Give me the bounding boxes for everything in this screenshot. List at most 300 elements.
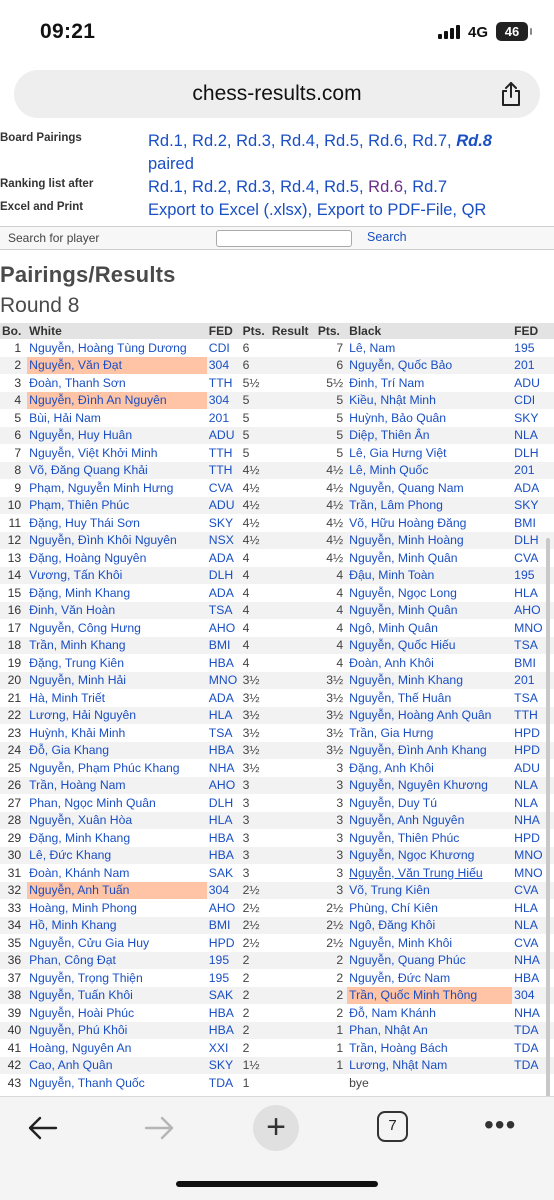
white-points: 4 [242, 550, 250, 565]
white-player[interactable]: Trần, Hoàng Nam [27, 777, 207, 795]
white-player[interactable]: Lương, Hải Nguyên [27, 707, 207, 725]
white-player[interactable]: Nguyễn, Thanh Quốc [29, 1075, 145, 1090]
board-number: 36 [0, 952, 27, 970]
white-fed: BMI [207, 917, 241, 935]
white-player[interactable]: Nguyễn, Đình Khôi Nguyên [27, 532, 207, 550]
status-time: 09:21 [40, 20, 96, 43]
white-points: 5 [242, 445, 250, 460]
export-links: Export to Excel (.xlsx), Export to PDF-File, QR [148, 201, 487, 219]
white-fed: XXI [208, 1040, 229, 1055]
board-number: 21 [7, 690, 22, 705]
new-tab-button[interactable]: + [253, 1105, 299, 1151]
white-player[interactable]: Bùi, Hải Nam [29, 410, 101, 425]
board-rd-link[interactable]: Rd.6 [368, 132, 404, 150]
result [270, 917, 316, 935]
ranking-rd-link[interactable]: Rd.6 [368, 178, 404, 196]
export-pdf-link[interactable]: Export to PDF-File [316, 201, 453, 219]
white-player[interactable]: Hoàng, Nguyên An [29, 1040, 132, 1055]
white-points: 5½ [242, 375, 260, 390]
black-player[interactable]: Nguyễn, Duy Tú [349, 795, 437, 810]
board-number: 42 [0, 1057, 27, 1075]
board-rd-link[interactable]: Rd.2 [192, 132, 227, 150]
white-fed: 304 [207, 357, 241, 375]
board-number: 11 [8, 515, 22, 530]
black-fed: SKY [512, 497, 554, 515]
back-arrow-icon[interactable] [26, 1113, 60, 1143]
white-player[interactable]: Nguyễn, Tuấn Khôi [27, 987, 207, 1005]
black-points: 1 [316, 1057, 347, 1075]
result [270, 847, 316, 865]
white-player[interactable]: Đoàn, Thanh Sơn [29, 375, 126, 390]
result [270, 357, 316, 375]
round-title: Round 8 [0, 294, 80, 317]
white-points: 1½ [241, 1057, 270, 1075]
table-row [0, 637, 554, 655]
black-fed: TSA [514, 690, 538, 705]
board-number: 32 [0, 882, 27, 900]
result [270, 654, 316, 672]
result [270, 794, 316, 812]
scrollbar[interactable] [546, 538, 550, 1096]
black-fed: NLA [512, 917, 554, 935]
signal-icon [438, 25, 460, 39]
black-player[interactable]: Đoàn, Anh Khôi [349, 655, 434, 670]
white-points: 3 [241, 777, 270, 795]
black-player[interactable]: Kiều, Nhật Minh [347, 392, 512, 410]
black-player[interactable]: Nguyễn, Quang Phúc [347, 952, 512, 970]
white-player[interactable]: Đỗ, Gia Khang [27, 742, 207, 760]
table-row [0, 987, 554, 1005]
white-fed: ADA [208, 690, 234, 705]
black-player[interactable]: Phan, Nhật An [347, 1022, 512, 1040]
share-icon[interactable] [500, 81, 522, 107]
white-player[interactable]: Hà, Minh Triết [29, 690, 105, 705]
black-player[interactable]: Nguyễn, Thế Huân [349, 690, 452, 705]
black-player[interactable]: Trần, Quốc Minh Thông [347, 987, 512, 1005]
black-player[interactable]: Nguyễn, Thiên Phúc [349, 830, 460, 845]
black-points: 4½ [316, 462, 347, 480]
page-title: Pairings/Results [0, 262, 176, 287]
result [270, 392, 316, 410]
black-points: 3 [336, 795, 344, 810]
table-row [0, 864, 554, 882]
black-fed: HPD [512, 742, 554, 760]
result [270, 567, 316, 585]
white-player[interactable]: Phan, Công Đạt [27, 952, 207, 970]
table-row [0, 882, 554, 900]
black-points: 3½ [326, 725, 344, 740]
table-row [0, 724, 554, 742]
white-points: 2½ [242, 900, 260, 915]
black-player[interactable]: Nguyễn, Đình Anh Khang [347, 742, 512, 760]
white-points: 2½ [241, 882, 270, 900]
board-number: 10 [0, 497, 27, 515]
black-fed: HLA [514, 900, 538, 915]
url-text[interactable]: chess-results.com [192, 82, 362, 105]
result [270, 619, 316, 637]
black-player[interactable]: Phùng, Chí Kiên [349, 900, 438, 915]
black-fed: ADU [514, 375, 540, 390]
black-fed: ADA [514, 480, 540, 495]
black-player[interactable]: Nguyễn, Hoàng Anh Quân [347, 707, 512, 725]
black-player[interactable]: Nguyễn, Minh Quân [349, 550, 458, 565]
black-fed: NLA [512, 427, 554, 445]
board-number: 3 [14, 375, 22, 390]
black-points: 5 [316, 392, 347, 410]
black-player[interactable]: Nguyễn, Minh Hoàng [347, 532, 512, 550]
table-row [0, 427, 554, 445]
pairings-table [0, 323, 554, 1092]
table-row [0, 619, 554, 637]
table-row [0, 602, 554, 620]
black-points: 4½ [326, 480, 344, 495]
white-fed: ADU [207, 497, 241, 515]
white-player[interactable]: Võ, Đăng Quang Khải [27, 462, 207, 480]
white-player[interactable]: Nguyễn, Anh Tuấn [27, 882, 207, 900]
table-row [0, 917, 554, 935]
result [270, 969, 316, 987]
table-row [0, 462, 554, 480]
white-fed: AHO [208, 620, 236, 635]
board-number: 18 [0, 637, 27, 655]
black-fed: TSA [512, 637, 554, 655]
board-number: 19 [7, 655, 22, 670]
black-fed: TTH [512, 707, 554, 725]
white-player[interactable]: Nguyễn, Huy Huân [27, 427, 207, 445]
board-number: 2 [0, 357, 27, 375]
white-player[interactable]: Phạm, Nguyễn Minh Hưng [29, 480, 174, 495]
black-player[interactable]: Ngô, Minh Quân [349, 620, 438, 635]
more-menu-button[interactable]: ••• [484, 1109, 517, 1140]
black-player[interactable]: Võ, Hữu Hoàng Đăng [349, 515, 467, 530]
table-row [0, 829, 554, 847]
black-fed: TDA [514, 1040, 539, 1055]
white-player[interactable]: Vương, Tấn Khôi [27, 567, 207, 585]
black-fed: NLA [512, 777, 554, 795]
black-player[interactable]: Nguyễn, Văn Trung Hiếu [349, 865, 483, 880]
black-player[interactable]: Diệp, Thiên Ân [347, 427, 512, 445]
white-fed: CVA [208, 480, 233, 495]
black-player[interactable]: Nguyễn, Minh Quân [347, 602, 512, 620]
white-player[interactable]: Nguyễn, Đình An Nguyên [27, 392, 207, 410]
result [270, 1022, 316, 1040]
search-label: Search for player [8, 231, 100, 245]
white-points: 4 [242, 655, 250, 670]
white-points: 2 [242, 970, 250, 985]
white-points: 3½ [241, 672, 270, 690]
result [270, 724, 316, 742]
board-number: 5 [14, 410, 22, 425]
col-header: Bo. [0, 323, 27, 339]
table-row [0, 812, 554, 830]
white-player[interactable]: Nguyễn, Việt Khởi Minh [29, 445, 158, 460]
white-points: 2½ [242, 935, 260, 950]
white-points: 3½ [242, 690, 260, 705]
board-number: 9 [14, 480, 22, 495]
white-points: 2 [242, 1040, 250, 1055]
black-points: 3 [316, 777, 347, 795]
board-number: 16 [0, 602, 27, 620]
table-row [0, 532, 554, 550]
black-player[interactable]: Nguyễn, Quốc Bảo [347, 357, 512, 375]
black-player[interactable]: Huỳnh, Bảo Quân [349, 410, 447, 425]
white-fed: 304 [207, 882, 241, 900]
board-rd-link-current[interactable]: Rd.8 [456, 132, 492, 150]
black-player[interactable]: Trần, Gia Hưng [349, 725, 434, 740]
white-points: 2½ [241, 917, 270, 935]
white-player[interactable]: Đoàn, Khánh Nam [29, 865, 130, 880]
black-player[interactable]: Ngô, Đăng Khôi [347, 917, 512, 935]
result [270, 479, 316, 497]
black-points: 3½ [316, 742, 347, 760]
white-player[interactable]: Nguyễn, Văn Đạt [27, 357, 207, 375]
col-header: Black [347, 323, 512, 339]
white-player[interactable]: Nguyễn, Minh Hải [27, 672, 207, 690]
black-points: 2½ [326, 935, 344, 950]
forward-arrow-icon[interactable] [142, 1113, 176, 1143]
board-number: 39 [7, 1005, 22, 1020]
black-fed: NHA [512, 952, 554, 970]
black-points: 2 [316, 987, 347, 1005]
black-points: 2½ [326, 900, 344, 915]
ranking-rd-link[interactable]: Rd.4 [280, 178, 315, 196]
black-player[interactable]: Trần, Lâm Phong [347, 497, 512, 515]
black-points: 3 [316, 847, 347, 865]
white-player[interactable]: Đặng, Minh Khang [29, 830, 131, 845]
white-points: 6 [242, 340, 250, 355]
table-row [0, 497, 554, 515]
white-player[interactable]: Nguyễn, Cửu Gia Huy [29, 935, 150, 950]
black-player[interactable]: Nguyễn, Nguyên Khương [347, 777, 512, 795]
white-points: 3 [241, 847, 270, 865]
white-player[interactable]: Đinh, Văn Hoàn [27, 602, 207, 620]
black-player[interactable]: Nguyễn, Anh Nguyên [347, 812, 512, 830]
black-fed: 304 [512, 987, 554, 1005]
board-rd-link[interactable]: Rd.3 [236, 132, 271, 150]
board-pairings-label: Board Pairings [0, 132, 82, 144]
result [270, 707, 316, 725]
board-rd-link[interactable]: Rd.4 [280, 132, 315, 150]
white-player[interactable]: Nguyễn, Công Hưng [29, 620, 141, 635]
white-player[interactable]: Đặng, Minh Khang [29, 585, 131, 600]
table-row [0, 672, 554, 690]
col-header: White [27, 323, 207, 339]
white-fed: ADA [208, 585, 234, 600]
board-number: 38 [0, 987, 27, 1005]
white-player[interactable]: Nguyễn, Phạm Phúc Khang [29, 760, 180, 775]
battery-icon: 46 [496, 22, 528, 41]
ranking-rd-link[interactable]: Rd.1 [148, 178, 183, 196]
black-points: 4 [316, 567, 347, 585]
white-points: 3½ [241, 707, 270, 725]
result [270, 1039, 316, 1057]
white-fed: BMI [207, 637, 241, 655]
white-fed: AHO [208, 900, 236, 915]
table-row [0, 689, 554, 707]
board-number: 20 [0, 672, 27, 690]
black-player[interactable]: Nguyễn, Ngọc Khương [347, 847, 512, 865]
ranking-rd-link[interactable]: Rd.5 [324, 178, 359, 196]
black-fed: SKY [514, 410, 539, 425]
white-fed: MNO [207, 672, 241, 690]
black-player[interactable]: Nguyễn, Quốc Hiếu [347, 637, 512, 655]
white-fed: HBA [208, 1005, 234, 1020]
black-fed: TDA [512, 1022, 554, 1040]
white-points: 5 [241, 392, 270, 410]
black-points: 3 [336, 865, 344, 880]
result [270, 864, 316, 882]
black-points: 3 [336, 830, 344, 845]
board-rd-link[interactable]: Rd.5 [324, 132, 359, 150]
white-fed: TSA [207, 602, 241, 620]
white-player[interactable]: Trần, Minh Khang [27, 637, 207, 655]
black-fed: NLA [514, 795, 538, 810]
white-player[interactable]: Nguyễn, Hoài Phúc [29, 1005, 135, 1020]
white-points: 3 [242, 865, 250, 880]
black-fed: 195 [512, 567, 554, 585]
export-excel-link[interactable]: Export to Excel (.xlsx) [148, 201, 308, 219]
black-fed: MNO [514, 865, 543, 880]
black-player[interactable]: Trần, Hoàng Bách [349, 1040, 448, 1055]
board-number: 29 [7, 830, 22, 845]
white-player[interactable]: Nguyễn, Trọng Thiện [29, 970, 143, 985]
result [270, 427, 316, 445]
white-fed: ADU [207, 427, 241, 445]
black-fed: BMI [514, 515, 536, 530]
black-points: 7 [336, 340, 344, 355]
board-number: 35 [7, 935, 22, 950]
page-content [0, 130, 554, 1096]
result [270, 777, 316, 795]
table-row [0, 759, 554, 777]
search-input[interactable] [216, 230, 352, 247]
result [270, 672, 316, 690]
white-fed: CDI [208, 340, 230, 355]
result [270, 882, 316, 900]
result [270, 497, 316, 515]
board-number: 6 [0, 427, 27, 445]
white-fed: NHA [208, 760, 235, 775]
white-fed: DLH [208, 795, 234, 810]
black-fed: ADU [514, 760, 540, 775]
black-player[interactable]: Đinh, Trí Nam [349, 375, 425, 390]
black-fed: BMI [514, 655, 536, 670]
black-player[interactable]: Nguyễn, Minh Khang [347, 672, 512, 690]
black-points: 5 [336, 410, 344, 425]
board-number: 15 [7, 585, 22, 600]
ranking-rd-link[interactable]: Rd.3 [236, 178, 271, 196]
board-number: 33 [7, 900, 22, 915]
ranking-rd-link[interactable]: Rd.7 [412, 178, 448, 196]
white-fed: HBA [207, 847, 241, 865]
qr-link[interactable]: QR [461, 201, 487, 219]
white-player[interactable]: Huỳnh, Khải Minh [29, 725, 126, 740]
result [270, 409, 316, 427]
black-player[interactable]: Nguyễn, Quang Nam [349, 480, 464, 495]
address-bar[interactable] [14, 70, 540, 118]
table-row [0, 847, 554, 865]
white-player[interactable]: Đặng, Hoàng Nguyên [29, 550, 147, 565]
white-fed: HPD [208, 935, 235, 950]
white-points: 4 [242, 620, 250, 635]
white-player[interactable]: Nguyễn, Xuân Hòa [27, 812, 207, 830]
white-player[interactable]: Nguyễn, Hoàng Tùng Dương [29, 340, 187, 355]
black-player[interactable]: Nguyễn, Minh Khôi [349, 935, 453, 950]
black-fed: NHA [512, 812, 554, 830]
excel-label: Excel and Print [0, 201, 84, 213]
board-number: 4 [0, 392, 27, 410]
white-points: 1 [242, 1075, 250, 1090]
black-player[interactable]: Lương, Nhật Nam [347, 1057, 512, 1075]
black-player[interactable]: Lê, Minh Quốc [347, 462, 512, 480]
black-fed: 195 [514, 340, 535, 355]
black-player[interactable]: Đỗ, Nam Khánh [349, 1005, 436, 1020]
white-player[interactable]: Lê, Đức Khang [27, 847, 207, 865]
board-number: 14 [0, 567, 27, 585]
white-player[interactable]: Đặng, Huy Thái Sơn [29, 515, 140, 530]
white-player[interactable]: Nguyễn, Phú Khôi [27, 1022, 207, 1040]
board-rd-link[interactable]: Rd.7 [412, 132, 448, 150]
white-player[interactable]: Phan, Ngọc Minh Quân [29, 795, 156, 810]
black-fed: CVA [514, 550, 539, 565]
white-player[interactable]: Đặng, Trung Kiên [29, 655, 124, 670]
table-row [0, 392, 554, 410]
black-player[interactable]: Đặng, Anh Khôi [349, 760, 434, 775]
white-points: 3½ [242, 725, 260, 740]
result [270, 812, 316, 830]
white-fed: TTH [208, 445, 233, 460]
black-points: 2 [336, 970, 344, 985]
white-points: 4½ [241, 462, 270, 480]
white-player[interactable]: Phạm, Thiên Phúc [27, 497, 207, 515]
black-points: 5½ [326, 375, 344, 390]
white-points: 4 [241, 602, 270, 620]
result [270, 374, 316, 392]
black-player[interactable]: Đậu, Minh Toàn [347, 567, 512, 585]
black-points: 5 [316, 427, 347, 445]
white-fed: TSA [208, 725, 233, 740]
white-player[interactable]: Hoàng, Minh Phong [29, 900, 137, 915]
ranking-rd-link[interactable]: Rd.2 [192, 178, 227, 196]
black-player[interactable]: Nguyễn, Đức Nam [349, 970, 451, 985]
white-fed: TTH [207, 462, 241, 480]
table-row [0, 584, 554, 602]
black-fed: 201 [512, 672, 554, 690]
black-player[interactable]: Võ, Trung Kiên [347, 882, 512, 900]
result [270, 759, 316, 777]
white-player[interactable]: Hồ, Minh Khang [27, 917, 207, 935]
black-player[interactable]: Lê, Gia Hưng Việt [349, 445, 447, 460]
white-player[interactable]: Cao, Anh Quân [27, 1057, 207, 1075]
black-fed: DLH [514, 445, 539, 460]
board-number: 26 [0, 777, 27, 795]
black-player[interactable]: Nguyễn, Ngọc Long [349, 585, 457, 600]
board-number: 23 [7, 725, 22, 740]
table-row [0, 707, 554, 725]
search-button[interactable]: Search [367, 230, 407, 244]
tabs-button[interactable]: 7 [377, 1111, 408, 1142]
table-row [0, 952, 554, 970]
white-points: 4 [241, 637, 270, 655]
result [270, 742, 316, 760]
board-number: 8 [0, 462, 27, 480]
board-number: 31 [7, 865, 22, 880]
black-points: 2 [316, 952, 347, 970]
black-player[interactable]: Lê, Nam [349, 340, 396, 355]
black-fed: MNO [512, 847, 554, 865]
board-rd-link[interactable]: Rd.1 [148, 132, 183, 150]
table-row [0, 339, 554, 357]
